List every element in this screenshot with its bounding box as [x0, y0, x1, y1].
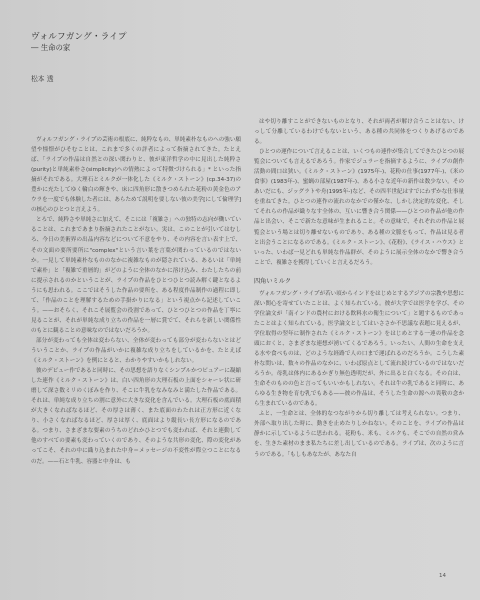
- article-title: ヴォルフガング・ライプ: [31, 32, 127, 42]
- paragraph: ふと、一生命とは、全体的なつながりから切り離しては考えられない。つまり、外部へ取り出した時に、動きを止めたりしかねない。そのことを、ライプの作品は静かに示しているように思われる。花粉も、米も、ミルクも、そこでの自然の営みを、生きた素材のまま私たちに差し出しているのである。ライプは、次のように言うのである。「もしもあなたが、あなた自: [254, 411, 464, 458]
- paragraph: はや切り離すことができないものとなり、それが両者が解け合うことはない、けっして分離しているわけでもないという、ある種の共同体をつくりあげるのである。: [254, 119, 464, 146]
- paragraph: ヴォルフガング・ライプの芸術の根底に、純粋なもの、単純素朴なものへの強い願望や憧憬がひそむことは、これまで多くの評者によって指摘されてきた。たとえば、「ライプの作品は自然との深い関わりと、彼が東洋哲学の中に見出した純粋さ(purity)と単純素朴さ(simplicity)への情熱によって特徴づけられる」* といった指摘がそれである。大理石とミルクが一体化した《ミルク・ストーン》(cp.34-37)の豊かに充たしてゆく輪白の輝きや、床に四角形に散きつめられた花粉の黄金色のアウラを一度でも体験した者には、あらためて説明を要しない彼の美学[にして倫理学]の核心のひとつと言えよう。: [31, 137, 241, 214]
- paragraph: ひとつの運作について言えることは、いくつもの連作が集合してできたひとつの展覧会についても言えるであろう。作家でジュラーを指摘するように、ライプの創作活動の間口は狭い。《ミルク・ストーン》(1975年-)、花粉の仕事(1977年-)、《米の食事》(1983年-)、蜜蝋の部屋(1987年-)、ある小さな近年の新作は数少ない。そのあいだにも、ジッグラトや舟(1995年-)など、その四半世紀はすでにわずかな仕事量を重ねてきた。ひとつの連作の流れのなかでの僅かな、しかし決定的な変化、そしてそれらの作品が織りなす全体の、互いに響き合う関係——ひとつの作品が他の作品と出会い、そこで新たな意味が生まれること。その意味で、それぞれの作品と展覧会という場とは切り離せないものであり、ある種の文脈をもって、作品は見る者と出会うことになるのである。《ミルク・ストーン》、《花粉》、《ライス・ハウス》といった、いわば一見どれも単純な作品群が、そのように展示全体のなかで響き合うことで、複雑さを獲得していくと言えるだろう。: [254, 149, 464, 266]
- paragraph: とろで、純粋さや単純さに加えて、そこには「複雑さ」への独特の志向が働いていることは、これまであまり指摘されたことがない。実は、このことが引いてはむしろ、今日の美術界の出品内容などについて不意をやり、その内容を言い表す上で、その文面の要所要所に"complex"という言い葉を言葉が関わっているのではないか。一見して単純素朴なもののなかに複雑なものが隠されている、あるいは「単純で素朴」と「複雑で重層的」がどのように全体のなかに溶け込み、わたしたちの前に提示されるのかということが、ライプの作品をひとつひとつ読み解く鍵となるようにも思われる。ここではそうした作品の要所を、ある程度作品制作の過程に即して、「作品のことを理解するための手掛かりになる」という視点から記述していこう。——おそらく、それこそ展覧会の役割であって、ひとつひとつの作品を丁寧に見ることが、それが単純な成り立ちの作品を一層に賞でて、それらを新しい関係性のもとに観ることの意味なのではないだろうか。: [31, 217, 241, 334]
- paragraph: ヴォルフガング・ライプが若い頃からインドをはじめとするアジアの宗教や思想に深い関心を寄せていたことは、よく知られている。彼が大学では医学を学び、その学位論文が「南インドの農村における飲料水の衛生について」と題するものであったことはよく知られている。医学論文としてはいささか不思議な表題に見えるが、学位取得の翌年に制作された《ミルク・ストーン》をはじめとする一連の作品を念頭におくと、さまざまな連想が湧いてくるであろう。いったい、人間の生命を支える水や食べものは、どのような経路で人の口まで運ばれるのだろうか。こうした素朴な問いは、数々の作品のなかに、いわば原点として流れ続けているのではないだろうか。母乳は体内にあるかぎり無色透明だが、外に出ると白くなる。その白は、生命そのものの色と言ってもいいかもしれない。それは牛の乳であると同時に、あらゆる生き物を育む乳でもある——彼の作品は、そうした生命の源への畏敬の念から生まれているのである。: [254, 290, 464, 408]
- paragraph: 彼のデビュー作であると同時に、その思想を語りなくシンプルかつピュアーに凝縮した連作《ミルク・ストーン》は、白い四角形の大理石板の上面をシャーレ状に研磨して深さ数ミリのくぼみを作り、そこに牛乳をなみなみと満たした作品である。それは、単純な成り立ちの割に意外に大きな変化を含んでいる。大理石板の底面積が大きくなればなるほど、その厚さは薄く、また底面のわたれは正方形に近くなり、小さくなればなるほど、厚さは厚く、底面はより縦長い長方形になるのである。つまり、さまざまな要素のうちのどれかひとつでも変われば、それと連動して他のすべての要素も変わっていくのであり、そのような共形の変化、際の変化があってこそ、それの中に織り込まれた中身＝メッセージの不変性が際立つことになるのだ。——石と牛乳、容器と中身は、も: [31, 368, 241, 465]
- page-number: 14: [439, 573, 446, 579]
- right-column: [254, 117, 464, 569]
- paragraph: 部分が変わっても全体は変わらない、全体が変わっても部分が変わらないとはどういうことか、ライプの作品がいかに複雑な成り立ちをしているかを、たとえば《ミルク・ストーン》を例にとると、わかりやすいかもしれない。: [31, 337, 241, 365]
- article-subtitle: ― 生命の家: [31, 43, 71, 52]
- author-name: 松本 透: [31, 75, 54, 83]
- section-heading: 四角いミルク: [254, 277, 292, 285]
- left-column: [31, 135, 241, 575]
